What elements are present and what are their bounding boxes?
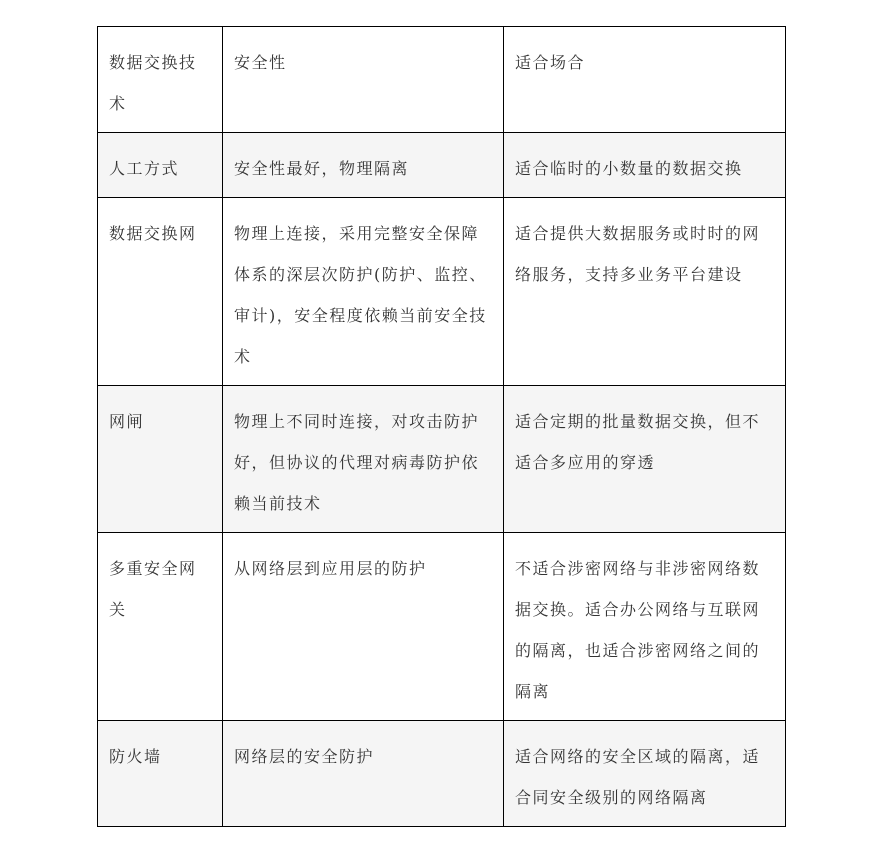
row-security-cell: 物理上不同时连接，对攻击防护好，但协议的代理对病毒防护依赖当前技术 [223,386,504,533]
row-scenario-cell: 适合提供大数据服务或时时的网络服务，支持多业务平台建设 [504,198,786,386]
row-technology-cell: 多重安全网关 [98,533,223,721]
row-scenario-cell: 适合临时的小数量的数据交换 [504,133,786,198]
row-scenario-cell: 不适合涉密网络与非涉密网络数据交换。适合办公网络与互联网的隔离，也适合涉密网络之间的隔离 [504,533,786,721]
header-cell-security: 安全性 [223,27,504,133]
table-row [98,198,786,386]
row-scenario-cell: 适合定期的批量数据交换，但不适合多应用的穿透 [504,386,786,533]
table-header-row [98,27,786,133]
row-technology-cell: 人工方式 [98,133,223,198]
row-scenario-cell: 适合网络的安全区域的隔离，适合同安全级别的网络隔离 [504,721,786,827]
row-technology-cell: 防火墙 [98,721,223,827]
row-security-cell: 网络层的安全防护 [223,721,504,827]
row-security-cell: 物理上连接，采用完整安全保障体系的深层次防护(防护、监控、审计)，安全程度依赖当前安全技术 [223,198,504,386]
comparison-table [97,26,786,827]
header-cell-technology: 数据交换技术 [98,27,223,133]
table-row [98,133,786,198]
table-row [98,721,786,827]
table-row [98,533,786,721]
row-security-cell: 安全性最好，物理隔离 [223,133,504,198]
header-cell-scenario: 适合场合 [504,27,786,133]
table-row [98,386,786,533]
row-security-cell: 从网络层到应用层的防护 [223,533,504,721]
row-technology-cell: 数据交换网 [98,198,223,386]
row-technology-cell: 网闸 [98,386,223,533]
